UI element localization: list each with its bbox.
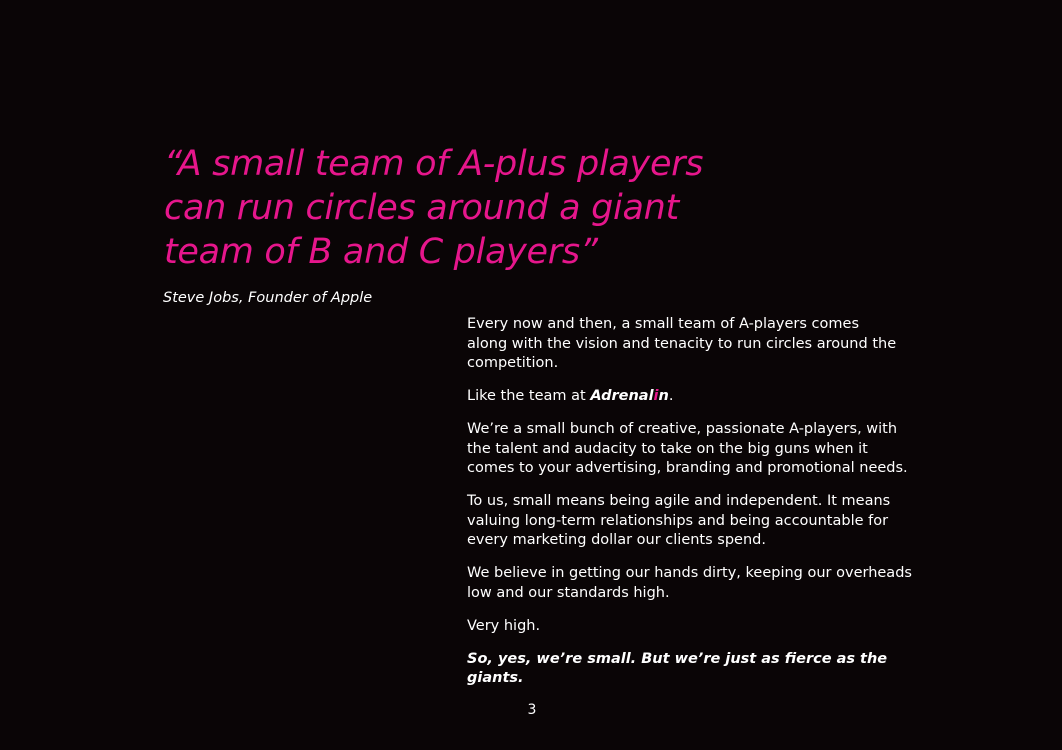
quote-attribution: Steve Jobs, Founder of Apple: [163, 290, 373, 306]
paragraph-values: [467, 492, 937, 551]
pull-quote: [164, 142, 784, 274]
quote-line: can run circles around a giant: [164, 188, 679, 228]
text-line: low and our standards high.: [467, 584, 670, 601]
paragraph-closing: So, yes, we’re small. But we’re just as fierce as the giants.: [467, 650, 888, 686]
text-fragment: .: [668, 388, 674, 404]
text-fragment: Like the team at: [467, 388, 591, 404]
paragraph-intro: [467, 315, 937, 374]
brand-logo-text: [590, 388, 669, 404]
page-number: 3: [527, 702, 537, 718]
paragraph-about: [467, 420, 937, 479]
quote-line: “A small team of A-plus players: [164, 144, 704, 184]
brand-part: Adrenal: [590, 388, 654, 404]
text-line: comes to your advertising, branding and promotional needs.: [467, 460, 908, 476]
brand-accent: i: [653, 388, 659, 404]
text-line: the talent and audacity to take on the big guns when it: [467, 440, 868, 457]
text-line: To us, small means being agile and independent. It means: [467, 493, 891, 509]
paragraph-very-high: Very high.: [467, 617, 541, 634]
brand-part: n: [658, 388, 669, 404]
text-line: every marketing dollar our clients spend.: [467, 532, 766, 548]
text-line: along with the vision and tenacity to run circles around the: [467, 335, 897, 352]
text-line: We’re a small bunch of creative, passionate A-players, with: [467, 421, 898, 437]
quote-line: team of B and C players”: [164, 232, 598, 272]
body-text-column: [467, 315, 937, 702]
paragraph-team: [467, 387, 937, 407]
paragraph-belief: [467, 564, 937, 603]
text-line: We believe in getting our hands dirty, keeping our overheads: [467, 565, 912, 581]
text-line: competition.: [467, 355, 559, 371]
text-line: valuing long-term relationships and being accountable for: [467, 512, 889, 529]
text-line: Every now and then, a small team of A-players comes: [467, 316, 859, 332]
